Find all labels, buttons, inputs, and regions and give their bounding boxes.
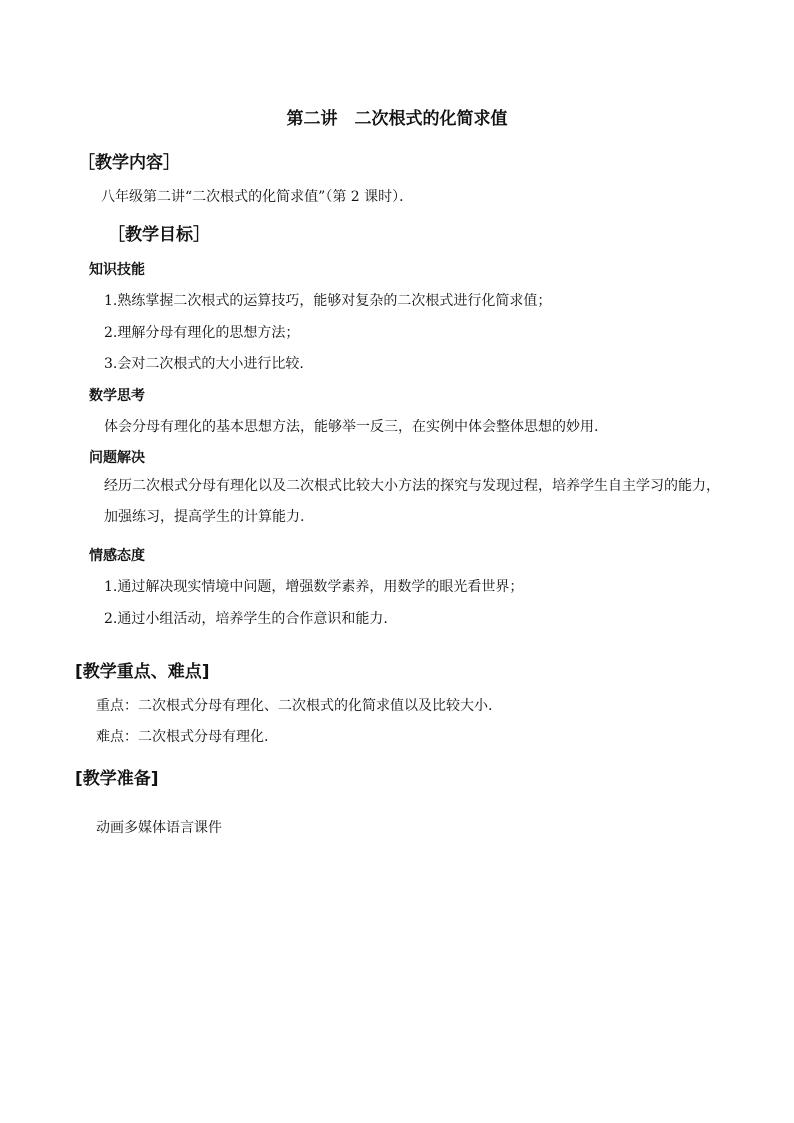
subheading-knowledge: 知识技能	[89, 262, 145, 278]
focus-difficulty: 难点：二次根式分母有理化.	[96, 729, 269, 745]
subheading-thinking: 数学思考	[89, 388, 145, 404]
section-heading-focus: [教学重点、难点]	[75, 662, 210, 682]
knowledge-item-1: 1.熟练掌握二次根式的运算技巧，能够对复杂的二次根式进行化简求值；	[104, 293, 552, 309]
emotion-item-2: 2.通过小组活动，培养学生的合作意识和能力.	[104, 611, 388, 627]
section-heading-content: ［教学内容］	[78, 153, 180, 173]
preparation-text: 动画多媒体语言课件	[96, 820, 222, 836]
thinking-text: 体会分母有理化的基本思想方法，能够举一反三，在实例中体会整体思想的妙用.	[104, 419, 599, 435]
emotion-item-1: 1.通过解决现实情境中问题，增强数学素养，用数学的眼光看世界；	[104, 579, 524, 595]
content-text: 八年级第二讲“二次根式的化简求值”（第 2 课时）．	[101, 189, 414, 205]
subheading-emotion: 情感态度	[89, 548, 145, 564]
page-title: 第二讲 二次根式的化简求值	[286, 109, 508, 129]
knowledge-item-3: 3.会对二次根式的大小进行比较.	[104, 356, 304, 372]
section-heading-goals: ［教学目标］	[108, 225, 210, 245]
knowledge-item-2: 2.理解分母有理化的思想方法；	[104, 325, 300, 341]
section-heading-preparation: [教学准备]	[75, 769, 159, 789]
focus-key: 重点：二次根式分母有理化、二次根式的化简求值以及比较大小.	[96, 698, 493, 714]
problem-text: 经历二次根式分母有理化以及二次根式比较大小方法的探究与发现过程，培养学生自主学习的能力，加强练习，提高学生的计算能力.	[104, 478, 720, 525]
subheading-problem: 问题解决	[89, 450, 145, 466]
